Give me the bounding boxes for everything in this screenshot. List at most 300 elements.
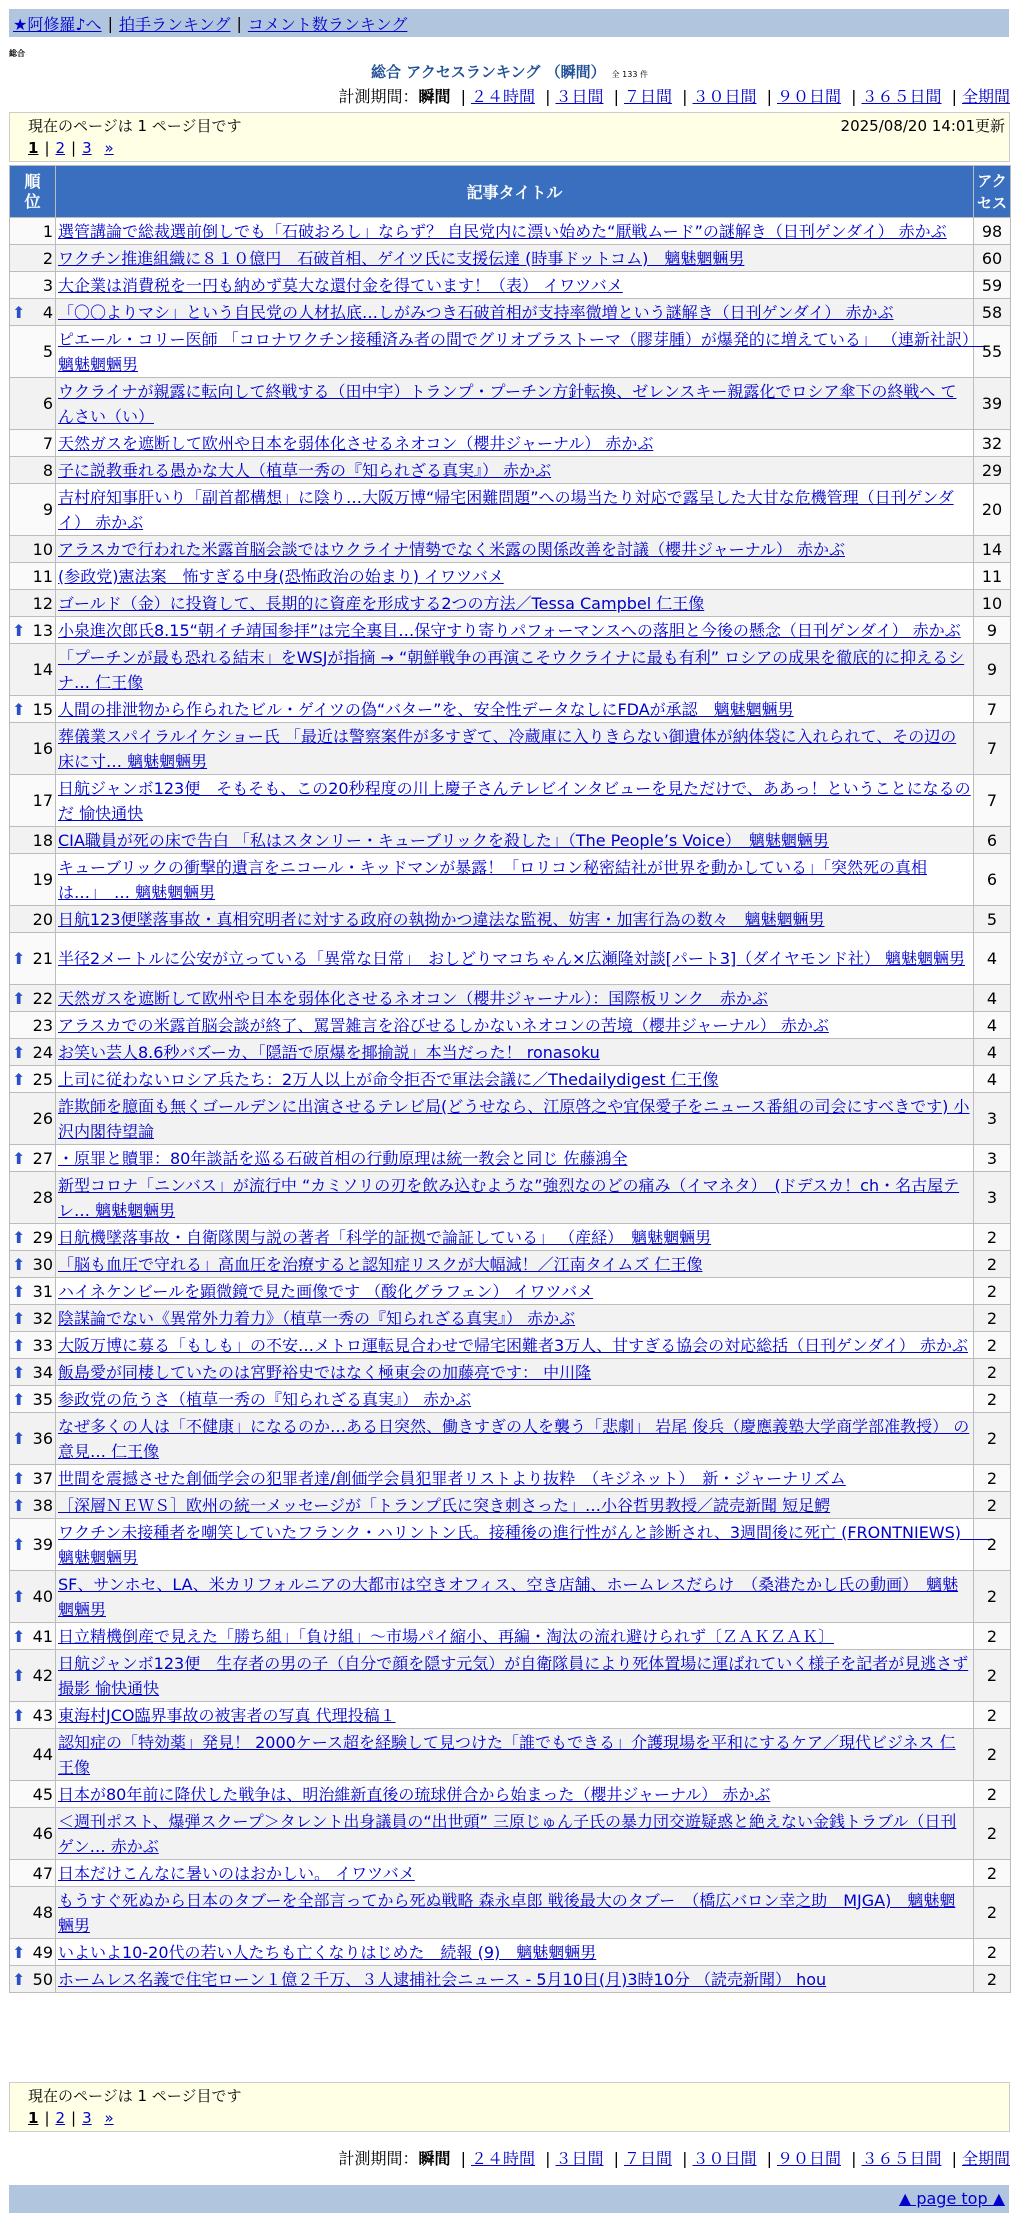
rank-number: 43 xyxy=(32,1705,53,1725)
rank-cell xyxy=(10,1702,56,1729)
header-access: アクセス xyxy=(974,166,1011,218)
rank-number: 8 xyxy=(42,460,53,480)
period-link-3d[interactable]: ３日間 xyxy=(555,2149,604,2168)
rank-number: 50 xyxy=(32,1969,53,1989)
access-count: 4 xyxy=(974,1039,1011,1066)
rank-cell xyxy=(10,644,56,696)
title-cell xyxy=(56,775,974,827)
title-cell xyxy=(56,1305,974,1332)
rank-number: 19 xyxy=(32,870,53,889)
rank-cell xyxy=(10,985,56,1012)
access-count: 2 xyxy=(974,1939,1011,1966)
article-title-link[interactable]: アラスカでの米露首脳会談が終了、罵詈雑言を浴びせるしかないネオコンの苦境（櫻井ジャーナル） 赤かぶ xyxy=(58,1015,829,1035)
title-cell xyxy=(56,1519,994,1571)
rank-number: 27 xyxy=(32,1148,53,1168)
rank-cell xyxy=(10,1729,56,1781)
rank-number: 47 xyxy=(32,1863,53,1883)
article-title-link[interactable]: ハイネケンビールを顕微鏡で見た画像です （酸化グラフェン） イワツバメ xyxy=(58,1281,594,1301)
rank-number: 46 xyxy=(32,1824,53,1843)
article-title-link[interactable]: 日航123便墜落事故・真相究明者に対する政府の執拗かつ違法な監視、妨害・加害行為の数々 魑魅魍魎男 xyxy=(58,909,825,929)
title-cell xyxy=(56,1093,974,1145)
title-cell xyxy=(56,1039,974,1066)
period-link-90d[interactable]: ９０日間 xyxy=(776,2149,841,2168)
table-row xyxy=(10,827,1011,854)
table-row xyxy=(10,1359,1011,1386)
article-title-link[interactable]: ・原罪と贖罪：80年談話を巡る石破首相の行動原理は統一教会と同じ 佐藤鴻全 xyxy=(58,1148,628,1168)
rank-cell xyxy=(10,1172,56,1224)
article-title-link[interactable]: 参政党の危うさ（植草一秀の『知られざる真実』） 赤かぶ xyxy=(58,1389,472,1409)
title-cell xyxy=(56,1650,974,1702)
access-count: 58 xyxy=(974,299,1011,326)
access-count: 55 xyxy=(974,326,1011,378)
up-arrow-icon: ⬆ xyxy=(12,1942,26,1962)
title-cell xyxy=(56,854,974,906)
title-cell xyxy=(56,644,974,696)
article-title-link[interactable]: いよいよ10-20代の若い人たちも亡くなりはじめた 続報 (9) 魑魅魍魎男 xyxy=(58,1942,597,1962)
up-arrow-icon: ⬆ xyxy=(12,1227,26,1247)
ranking-rows xyxy=(10,218,1011,1993)
access-count: 2 xyxy=(974,1386,1011,1413)
period-current: 瞬間 xyxy=(418,2149,451,2168)
period-link-all[interactable]: 全期間 xyxy=(961,2149,1010,2168)
access-count: 9 xyxy=(974,617,1011,644)
title-cell xyxy=(56,1702,974,1729)
title-cell xyxy=(56,1465,974,1492)
rank-cell xyxy=(10,1039,56,1066)
access-count: 2 xyxy=(974,1251,1011,1278)
table-row xyxy=(10,1729,1011,1781)
title-cell xyxy=(56,326,986,378)
table-row xyxy=(10,245,1011,272)
access-count: 60 xyxy=(974,245,1011,272)
period-link-24h[interactable]: ２４時間 xyxy=(470,2149,535,2168)
rank-number: 41 xyxy=(32,1626,53,1646)
rank-number: 36 xyxy=(32,1429,53,1448)
article-title-link[interactable]: 上司に従わないロシア兵たち：2万人以上が命令拒否で軍法会議に／Thedailydigest 仁王像 xyxy=(58,1069,719,1089)
page-link-3[interactable]: 3 xyxy=(82,139,92,157)
table-row xyxy=(10,299,1011,326)
nav-link-home[interactable]: ★阿修羅♪へ xyxy=(13,14,102,34)
table-row xyxy=(10,854,1011,906)
article-title-link[interactable]: 「〇〇よりマシ」という自民党の人材払底…しがみつき石破首相が支持率微増という謎解き（日刊ゲンダイ） 赤かぶ xyxy=(58,302,894,322)
article-title-link[interactable]: ピエール・コリー医師 「コロナワクチン接種済み者の間でグリオブラストーマ（膠芽腫）が爆発的に増えている」 （連新社訳） 魑魅魍魎男 xyxy=(58,329,986,374)
table-row xyxy=(10,1702,1011,1729)
up-arrow-icon: ⬆ xyxy=(12,1495,26,1515)
article-title-link[interactable]: なぜ多くの人は「不健康」になるのか…ある日突然、働きすぎの人を襲う「悲劇」 岩尾 俊兵（慶應義塾大学商学部准教授） の意見… 仁王像 xyxy=(58,1416,970,1461)
rank-number: 12 xyxy=(32,593,53,613)
article-title-link[interactable]: 大阪万博に募る「もしも」の不安…メトロ運転見合わせで帰宅困難者3万人、甘すぎる協会の対応総括（日刊ゲンダイ） 赤かぶ xyxy=(58,1335,968,1355)
up-arrow-icon: ⬆ xyxy=(12,1148,26,1168)
table-header-row xyxy=(10,166,1011,218)
access-count: 7 xyxy=(974,696,1011,723)
access-count: 2 xyxy=(974,1278,1011,1305)
ranking-table xyxy=(9,165,1011,1993)
period-selector-top: 計測期間：瞬間 | ２４時間 | ３日間 | ７日間 | ３０日間 | ９０日間 | ３６５日間 | 全期間 xyxy=(338,87,1010,106)
rank-number: 1 xyxy=(42,221,53,241)
article-title-link[interactable]: 「プーチンが最も恐れる結末」をWSJが指摘 → “朝鮮戦争の再演こそウクライナに最も有利” ロシアの成果を徹底的に抑えるシナ… 仁王像 xyxy=(58,647,965,692)
table-row xyxy=(10,1860,1011,1887)
rank-cell xyxy=(10,1251,56,1278)
page-link-3[interactable]: 3 xyxy=(82,2109,92,2127)
rank-cell xyxy=(10,775,56,827)
title-cell xyxy=(56,1359,974,1386)
rank-cell xyxy=(10,1650,56,1702)
rank-cell xyxy=(10,1332,56,1359)
rank-number: 38 xyxy=(32,1495,53,1515)
page-status: 現在のページは 1 ページ目です xyxy=(28,117,242,135)
rank-cell xyxy=(10,1413,56,1465)
table-row xyxy=(10,590,1011,617)
access-count: 2 xyxy=(974,1966,1011,1993)
access-count: 2 xyxy=(974,1860,1011,1887)
access-count: 7 xyxy=(974,723,1011,775)
table-row xyxy=(10,378,1011,430)
access-count: 32 xyxy=(974,430,1011,457)
article-title-link[interactable]: 日航機墜落事故・自衛隊関与説の著者「科学的証拠で論証している」 （産経） 魑魅魍魎男 xyxy=(58,1227,712,1247)
rank-number: 37 xyxy=(32,1468,53,1488)
rank-number: 28 xyxy=(32,1188,53,1207)
rank-cell xyxy=(10,1278,56,1305)
bottom-bar xyxy=(9,2185,1009,2213)
title-cell xyxy=(56,1781,974,1808)
title-cell xyxy=(56,218,974,245)
rank-number: 42 xyxy=(32,1666,53,1685)
article-title-link[interactable]: 日航ジャンボ123便 生存者の男の子（自分で顔を隠す元気）が自衛隊員により死体置場に運ばれていく様子を記者が見逃さず撮影 愉快通快 xyxy=(58,1653,969,1698)
up-arrow-icon: ⬆ xyxy=(12,1666,26,1685)
page-next-link[interactable]: » xyxy=(104,139,114,157)
rank-cell xyxy=(10,1966,56,1993)
period-label: 計測期間： xyxy=(338,87,419,106)
rank-cell xyxy=(10,1145,56,1172)
pagination: 1 | 2 | 3 » xyxy=(28,139,114,157)
rank-cell xyxy=(10,536,56,563)
period-selector-bottom: 計測期間：瞬間 | ２４時間 | ３日間 | ７日間 | ３０日間 | ９０日間 | ３６５日間 | 全期間 xyxy=(338,2149,1010,2168)
rank-number: 26 xyxy=(32,1109,53,1128)
article-title-link[interactable]: ホームレス名義で住宅ローン１億２千万、３人逮捕社会ニュース - 5月10日(月)3時10分 （読売新聞） hou xyxy=(58,1969,827,1989)
table-row xyxy=(10,536,1011,563)
period-link-all[interactable]: 全期間 xyxy=(961,87,1010,106)
rank-number: 3 xyxy=(42,275,53,295)
article-title-link[interactable]: お笑い芸人8.6秒バズーカ、「隠語で原爆を揶揄説」本当だった！ ronasoku xyxy=(58,1042,600,1062)
table-row xyxy=(10,1093,1011,1145)
up-arrow-icon: ⬆ xyxy=(12,1429,26,1448)
rank-number: 7 xyxy=(42,433,53,453)
page-link-2[interactable]: 2 xyxy=(55,139,66,157)
page-top-link[interactable]: ▲ page top ▲ xyxy=(898,2189,1005,2208)
table-row xyxy=(10,1966,1011,1993)
page-status: 現在のページは 1 ページ目です xyxy=(28,2087,242,2105)
period-link-30d[interactable]: ３０日間 xyxy=(692,87,757,106)
title-cell xyxy=(56,723,974,775)
up-arrow-icon: ⬆ xyxy=(12,1535,26,1554)
period-link-90d[interactable]: ９０日間 xyxy=(776,87,841,106)
article-title-link[interactable]: 葬儀業スパイラルイケショー氏 「最近は警察案件が多すぎて、冷蔵庫に入りきらない御遺体が納体袋に入れられて、その辺の床に寸… 魑魅魍魎男 xyxy=(58,726,957,771)
title-cell xyxy=(56,1887,974,1939)
title-cell xyxy=(56,1939,974,1966)
rank-number: 16 xyxy=(32,739,53,758)
access-count: 4 xyxy=(974,1012,1011,1039)
access-count: 59 xyxy=(974,272,1011,299)
article-title-link[interactable]: 日航ジャンボ123便 そもそも、この20秒程度の川上慶子さんテレビインタビューを見ただけで、ああっ！ということになるのだ 愉快通快 xyxy=(58,778,971,823)
article-title-link[interactable]: 天然ガスを遮断して欧州や日本を弱体化させるネオコン（櫻井ジャーナル） 赤かぶ xyxy=(58,433,654,453)
title-cell xyxy=(56,272,974,299)
rank-cell xyxy=(10,378,56,430)
period-link-30d[interactable]: ３０日間 xyxy=(692,2149,757,2168)
rank-cell xyxy=(10,245,56,272)
table-row xyxy=(10,457,1011,484)
rank-cell xyxy=(10,1887,56,1939)
pagination-box-bottom xyxy=(9,2082,1010,2132)
rank-number: 44 xyxy=(32,1745,53,1764)
article-title-link[interactable]: 詐欺師を臆面も無くゴールデンに出演させるテレビ局(どうせなら、江原啓之や宜保愛子をニュース番組の司会にすべきです) 小沢内閣待望論 xyxy=(58,1096,970,1141)
article-title-link[interactable]: 「脳も血圧で守れる」高血圧を治療すると認知症リスクが大幅減！／江南タイムズ 仁王像 xyxy=(58,1254,703,1274)
period-link-365d[interactable]: ３６５日間 xyxy=(861,87,942,106)
access-count: 2 xyxy=(974,1702,1011,1729)
title-cell xyxy=(56,1224,974,1251)
article-title-link[interactable]: (参政党)憲法案 怖すぎる中身(恐怖政治の始まり) イワツバメ xyxy=(58,566,504,586)
article-title-link[interactable]: 東海村JCO臨界事故の被害者の写真 代理投稿１ xyxy=(58,1705,396,1725)
rank-cell xyxy=(10,218,56,245)
article-title-link[interactable]: 小泉進次郎氏8.15“朝イチ靖国参拝”は完全裏目…保守すり寄りパフォーマンスへの落胆と今後の懸念（日刊ゲンダイ） 赤かぶ xyxy=(58,620,961,640)
pagination: 1 | 2 | 3 » xyxy=(28,2109,114,2127)
access-count: 2 xyxy=(974,1571,1011,1623)
rank-cell xyxy=(10,590,56,617)
total-count: 全 133 件 xyxy=(611,70,648,79)
up-arrow-icon: ⬆ xyxy=(12,1254,26,1274)
rank-number: 31 xyxy=(32,1281,53,1301)
table-row xyxy=(10,1413,1011,1465)
access-count: 39 xyxy=(974,378,1011,430)
rank-cell xyxy=(10,1305,56,1332)
table-row xyxy=(10,723,1011,775)
rank-number: 17 xyxy=(32,791,53,810)
rank-cell xyxy=(10,457,56,484)
table-row xyxy=(10,1465,1011,1492)
title-cell xyxy=(56,1332,974,1359)
article-title-link[interactable]: 新型コロナ「ニンバス」が流行中 “カミソリの刃を飲み込むような”強烈なのどの痛み（イマネタ） (ドデスカ！ch・名古屋テレ… 魑魅魍魎男 xyxy=(58,1175,960,1220)
period-label: 計測期間： xyxy=(338,2149,419,2168)
article-title-link[interactable]: 日本が80年前に降伏した戦争は、明治維新直後の琉球併合から始まった（櫻井ジャーナル） 赤かぶ xyxy=(58,1784,771,1804)
period-link-24h[interactable]: ２４時間 xyxy=(470,87,535,106)
article-title-link[interactable]: 子に説教垂れる愚かな大人（植草一秀の『知られざる真実』） 赤かぶ xyxy=(58,460,552,480)
title-cell xyxy=(56,430,974,457)
up-arrow-icon: ⬆ xyxy=(12,1335,26,1355)
article-title-link[interactable]: 半径2メートルに公安が立っている「異常な日常」 おしどりマコちゃん×広瀬隆対談[パート3]（ダイヤモンド社） 魑魅魍魎男 xyxy=(58,949,966,968)
rank-number: 25 xyxy=(32,1069,53,1089)
table-row xyxy=(10,1519,1011,1571)
article-title-link[interactable]: ゴールド（金）に投資して、長期的に資産を形成する2つの方法／Tessa Campbel 仁王像 xyxy=(58,593,705,613)
access-count: 2 xyxy=(974,1359,1011,1386)
title-cell xyxy=(56,1012,974,1039)
nav-link-applause-ranking[interactable]: 拍手ランキング xyxy=(118,14,231,34)
access-count: 2 xyxy=(974,1808,1011,1860)
access-count: 2 xyxy=(974,1413,1011,1465)
access-count: 2 xyxy=(974,1519,1011,1571)
rank-number: 2 xyxy=(42,248,53,268)
rank-number: 40 xyxy=(32,1587,53,1606)
article-title-link[interactable]: 天然ガスを遮断して欧州や日本を弱体化させるネオコン（櫻井ジャーナル）：国際板リンク 赤かぶ xyxy=(58,988,768,1008)
header-rank: 順位 xyxy=(10,166,56,218)
up-arrow-icon: ⬆ xyxy=(12,949,26,968)
title-cell xyxy=(56,1860,974,1887)
article-title-link[interactable]: 選管講論で総裁選前倒しでも「石破おろし」ならず？ 自民党内に漂い始めた“厭戦ムード”の謎解き（日刊ゲンダイ） 赤かぶ xyxy=(58,221,947,241)
access-count: 6 xyxy=(974,827,1011,854)
table-row xyxy=(10,1145,1011,1172)
rank-cell xyxy=(10,272,56,299)
title-cell xyxy=(56,1066,974,1093)
rank-number: 13 xyxy=(32,620,53,640)
article-title-link[interactable]: ［深層ＮＥＷＳ］欧州の統一メッセージが「トランプ氏に突き刺さった」…小谷哲男教授／読売新聞 短足鰐 xyxy=(58,1495,831,1515)
title-cell xyxy=(56,1251,974,1278)
title-cell xyxy=(56,1729,974,1781)
table-row xyxy=(10,1887,1011,1939)
up-arrow-icon: ⬆ xyxy=(12,1308,26,1328)
title-cell xyxy=(56,299,974,326)
title-cell xyxy=(56,1966,974,1993)
up-arrow-icon: ⬆ xyxy=(12,1389,26,1409)
access-count: 7 xyxy=(974,775,1011,827)
period-link-365d[interactable]: ３６５日間 xyxy=(861,2149,942,2168)
access-count: 2 xyxy=(974,1781,1011,1808)
period-link-7d[interactable]: ７日間 xyxy=(623,87,672,106)
up-arrow-icon: ⬆ xyxy=(12,1626,26,1646)
title-cell xyxy=(56,1571,974,1623)
rank-cell xyxy=(10,563,56,590)
title-cell xyxy=(56,696,974,723)
rank-number: 10 xyxy=(32,539,53,559)
up-arrow-icon: ⬆ xyxy=(12,1969,26,1989)
table-row xyxy=(10,1278,1011,1305)
rank-number: 29 xyxy=(32,1227,53,1247)
rank-number: 39 xyxy=(32,1535,53,1554)
access-count: 10 xyxy=(974,590,1011,617)
table-row xyxy=(10,1781,1011,1808)
rank-number: 23 xyxy=(32,1015,53,1035)
page-current: 1 xyxy=(28,2109,39,2127)
rank-cell xyxy=(10,1386,56,1413)
header-title: 記事タイトル xyxy=(56,166,974,218)
table-row xyxy=(10,1650,1011,1702)
page-current: 1 xyxy=(28,139,39,157)
table-row xyxy=(10,1305,1011,1332)
article-title-link[interactable]: 人間の排泄物から作られたビル・ゲイツの偽“バター”を、安全性データなしにFDAが承認 魑魅魍魎男 xyxy=(58,699,794,719)
rank-number: 14 xyxy=(32,660,53,679)
up-arrow-icon: ⬆ xyxy=(12,302,26,322)
article-title-link[interactable]: ＜週刊ポスト、爆弾スクープ＞タレント出身議員の“出世頭” 三原じゅん子氏の暴力団交遊疑惑と絶えない金銭トラブル（日刊ゲン… 赤かぶ xyxy=(58,1811,957,1856)
table-row xyxy=(10,1066,1011,1093)
article-title-link[interactable]: 認知症の「特効薬」発見！ 2000ケース超を経験して見つけた「誰でもできる」介護現場を平和にするケア／現代ビジネス 仁王像 xyxy=(58,1732,956,1777)
article-title-link[interactable]: ウクライナが親露に転向して終戦する（田中宇）トランプ・プーチン方針転換、ゼレンスキー親露化でロシア傘下の終戦へ てんさい（い） xyxy=(58,381,957,426)
article-title-link[interactable]: 陰謀論でない《異常外力着力》（植草一秀の『知られざる真実』） 赤かぶ xyxy=(58,1308,576,1328)
access-count: 3 xyxy=(974,1093,1011,1145)
article-title-link[interactable]: 吉村府知事肝いり「副首都構想」に陰り…大阪万博“帰宅困難問題”への場当たり対応で露呈した大甘な危機管理（日刊ゲンダイ） 赤かぶ xyxy=(58,487,954,532)
table-row xyxy=(10,326,1011,378)
rank-number: 33 xyxy=(32,1335,53,1355)
title-cell xyxy=(56,590,974,617)
article-title-link[interactable]: 日本だけこんなに暑いのはおかしい。 イワツバメ xyxy=(58,1863,415,1883)
table-row xyxy=(10,1939,1011,1966)
access-count: 2 xyxy=(974,1887,1011,1939)
rank-cell xyxy=(10,1465,56,1492)
article-title-link[interactable]: もうすぐ死ぬから日本のタブーを全部言ってから死ぬ戦略 森永卓郎 戦後最大のタブー （橋広バロン幸之助 MJGA) 魑魅魍魎男 xyxy=(58,1890,956,1935)
article-title-link[interactable]: 日立精機倒産で見えた「勝ち組」「負け組」～市場パイ縮小、再編・淘汰の流れ避けられず〔ＺＡＫＺＡＫ〕 xyxy=(58,1626,835,1646)
rank-cell xyxy=(10,854,56,906)
access-count: 98 xyxy=(974,218,1011,245)
title-cell xyxy=(56,245,974,272)
rank-number: 6 xyxy=(42,394,53,413)
access-count: 4 xyxy=(974,985,1011,1012)
updated-timestamp: 2025/08/20 14:01更新 xyxy=(840,117,1005,135)
rank-cell xyxy=(10,430,56,457)
access-count: 2 xyxy=(974,1332,1011,1359)
title-cell xyxy=(56,906,974,933)
title-cell xyxy=(56,563,974,590)
access-count: 11 xyxy=(974,563,1011,590)
access-count: 5 xyxy=(974,906,1011,933)
rank-cell xyxy=(10,1224,56,1251)
rank-number: 15 xyxy=(32,699,53,719)
table-row xyxy=(10,1808,1011,1860)
up-arrow-icon: ⬆ xyxy=(12,1705,26,1725)
page-next-link[interactable]: » xyxy=(104,2109,114,2127)
title-cell xyxy=(56,933,974,985)
page-title xyxy=(0,61,1019,82)
nav-separator: | xyxy=(107,13,113,33)
rank-cell xyxy=(10,1808,56,1860)
rank-cell xyxy=(10,723,56,775)
title-cell xyxy=(56,1278,974,1305)
table-row xyxy=(10,1172,1011,1224)
rank-number: 48 xyxy=(32,1903,53,1922)
top-nav-bar xyxy=(9,9,1009,37)
period-link-7d[interactable]: ７日間 xyxy=(623,2149,672,2168)
access-count: 2 xyxy=(974,1650,1011,1702)
table-row xyxy=(10,1492,1011,1519)
article-title-link[interactable]: 飯島愛が同棲していたのは宮野裕史ではなく極東会の加藤亮です： 中川隆 xyxy=(58,1362,592,1382)
title-cell xyxy=(56,1623,974,1650)
rank-number: 49 xyxy=(32,1942,53,1962)
nav-link-comment-ranking[interactable]: コメント数ランキング xyxy=(247,14,408,34)
title-cell xyxy=(56,617,974,644)
article-title-link[interactable]: ワクチン推進組織に８１０億円 石破首相、ゲイツ氏に支援伝達 (時事ドットコム) 魑魅魍魎男 xyxy=(58,248,745,268)
rank-cell xyxy=(10,1492,56,1519)
up-arrow-icon: ⬆ xyxy=(12,699,26,719)
article-title-link[interactable]: キューブリックの衝撃的遺言をニコール・キッドマンが暴露！「ロリコン秘密結社が世界を動かしている」「突然死の真相は…」 … 魑魅魍魎男 xyxy=(58,857,927,902)
article-title-link[interactable]: アラスカで行われた米露首脳会談ではウクライナ情勢でなく米露の関係改善を討議（櫻井ジャーナル） 赤かぶ xyxy=(58,539,846,559)
table-row xyxy=(10,1623,1011,1650)
article-title-link[interactable]: SF、サンホセ、LA、米カリフォルニアの大都市は空きオフィス、空き店舗、ホームレスだらけ （桑港たかし氏の動画） 魑魅魍魎男 xyxy=(58,1574,959,1619)
article-title-link[interactable]: CIA職員が死の床で告白 「私はスタンリー・キューブリックを殺した」（The People’s Voice） 魑魅魍魎男 xyxy=(58,830,829,850)
table-row xyxy=(10,1251,1011,1278)
title-cell xyxy=(56,1808,974,1860)
table-row xyxy=(10,272,1011,299)
table-row xyxy=(10,1224,1011,1251)
period-link-3d[interactable]: ３日間 xyxy=(555,87,604,106)
article-title-link[interactable]: 大企業は消費税を一円も納めず莫大な還付金を得ています！（表） イワツバメ xyxy=(58,275,623,295)
rank-number: 11 xyxy=(32,566,53,586)
access-count: 3 xyxy=(974,1145,1011,1172)
article-title-link[interactable]: ワクチン未接種者を嘲笑していたフランク・ハリントン氏。接種後の進行性がんと診断され、3週間後に死亡 (FRONTNIEWS) 魑魅魍魎男 xyxy=(58,1522,994,1567)
table-row xyxy=(10,563,1011,590)
page-link-2[interactable]: 2 xyxy=(55,2109,66,2127)
access-count: 2 xyxy=(974,1465,1011,1492)
rank-number: 35 xyxy=(32,1389,53,1409)
article-title-link[interactable]: 世間を震撼させた創価学会の犯罪者達/創価学会員犯罪者リストより抜粋 （キジネット） 新・ジャーナリズム xyxy=(58,1468,846,1488)
nav-separator: | xyxy=(236,13,242,33)
rank-cell xyxy=(10,484,56,536)
access-count: 2 xyxy=(974,1623,1011,1650)
rank-number: 4 xyxy=(42,302,53,322)
